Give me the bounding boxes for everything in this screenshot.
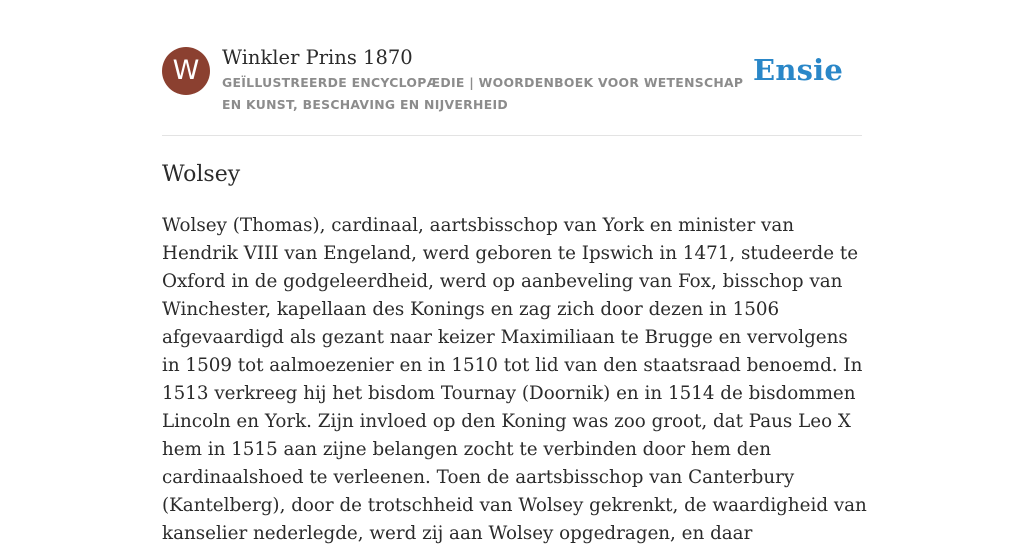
source-subtitle: GEÏLLUSTREERDE ENCYCLOPÆDIE | WOORDENBOEK VOOR WETENSCHAP EN KUNST, BESCHAVING EN NIJVERHEID bbox=[222, 75, 744, 112]
source-avatar[interactable]: W bbox=[162, 47, 210, 95]
source-title[interactable]: Winkler Prins 1870 bbox=[222, 46, 413, 69]
article-title: Wolsey bbox=[162, 162, 241, 187]
source-header bbox=[162, 44, 862, 136]
ensie-logo-link[interactable]: Ensie bbox=[753, 53, 843, 87]
article-body: Wolsey (Thomas), cardinaal, aartsbisschop van York en minister van Hendrik VIII van Engeland, werd geboren te Ipswich in 1471, studeerde te Oxford in de godgeleerdheid, werd op aanbeveling van Fox, bisschop van Winchester, kapellaan des Konings en zag zich door dezen in 1506 afgevaardigd als gezant naar keizer Maximiliaan te Brugge en vervolgens in 1509 tot aalmoezenier en in 1510 tot lid van den staatsraad benoemd. In 1513 verkreeg hij het bisdom Tournay (Doornik) en in 1514 de bisdommen Lincoln en York. Zijn invloed op den Koning was zoo groot, dat Paus Leo X hem in 1515 aan zijne belangen zocht te verbinden door hem den cardinaalshoed te verleenen. Toen de aartsbisschop van Canterbury (Kantelberg), door de trotschheid van Wolsey gekrenkt, de waardigheid van kanselier nederlegde, werd zij aan Wolsey opgedragen, en daar bbox=[162, 215, 867, 544]
